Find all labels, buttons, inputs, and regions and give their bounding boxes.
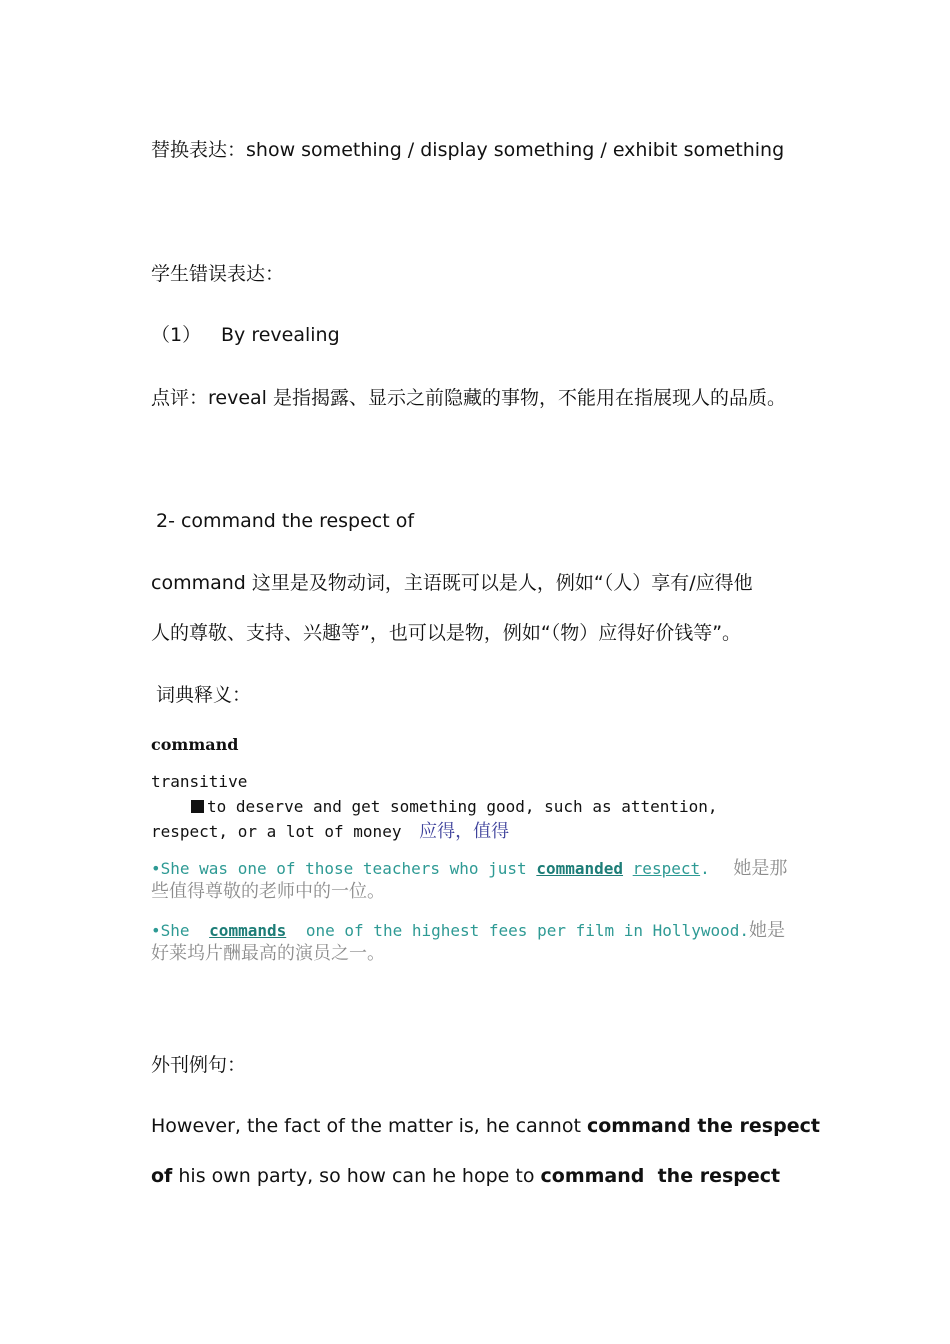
item-number: （1）: [151, 324, 202, 346]
alt-expressions-text: show something / display something / exhibit something: [246, 139, 785, 161]
example-2-post: one of the highest fees per film in Hollywood.: [305, 921, 749, 940]
example-1-pre: •She was one of those teachers who just: [151, 859, 527, 878]
example-1-line-1: [151, 856, 787, 881]
example-2-cn-2: 好莱坞片酬最高的演员之一。: [151, 943, 385, 964]
alt-expressions-line: [151, 138, 784, 162]
press-sentence-line-1: [151, 1114, 820, 1138]
example-2-pre: •She: [151, 921, 190, 940]
definition-line-1: [191, 794, 718, 819]
example-1-post: .: [700, 859, 710, 878]
press-s2-plain: his own party, so how can he hope to: [178, 1165, 535, 1187]
headword: command: [151, 735, 239, 754]
section2-heading: 2- command the respect of: [156, 510, 415, 532]
comment-text: reveal 是指揭露、显示之前隐藏的事物，不能用在指展现人的品质。: [208, 387, 786, 409]
definition-line-2: [151, 819, 509, 844]
press-s1-bold: command the respect: [586, 1115, 820, 1137]
definition-text-2: respect, or a lot of money: [151, 822, 402, 841]
press-heading: 外刊例句：: [151, 1054, 247, 1076]
example-1-cn-1: 她是那: [733, 858, 788, 879]
definition-text-1: to deserve and get something good, such as attention,: [207, 797, 718, 816]
grammar-label: transitive: [151, 772, 248, 791]
example-1-keyword-2[interactable]: respect: [632, 859, 701, 878]
example-2-cn-1: 她是: [748, 920, 785, 941]
example-1-keyword-1[interactable]: commanded: [536, 859, 624, 878]
comment-label: 点评：: [151, 387, 209, 409]
example-1-cn-2: 些值得尊敬的老师中的一位。: [151, 881, 385, 902]
explain-line-1: command 这里是及物动词，主语既可以是人，例如“（人）享有/应得他: [151, 572, 753, 594]
example-2-keyword[interactable]: commands: [209, 921, 287, 940]
alt-expressions-label: 替换表达：: [151, 139, 247, 161]
student-errors-heading: 学生错误表达：: [151, 263, 285, 285]
press-s1-plain: However, the fact of the matter is, he cannot: [151, 1115, 581, 1137]
item-text: By revealing: [221, 324, 340, 346]
student-error-item: [151, 323, 340, 347]
press-s2-bold-2: command the respect: [540, 1165, 781, 1187]
dictionary-heading: 词典释义：: [156, 684, 252, 706]
explain-line-2: 人的尊敬、支持、兴趣等”，也可以是物，例如“（物）应得好价钱等”。: [151, 622, 742, 644]
press-s2-bold-1: of: [151, 1165, 173, 1187]
example-2-line-1: [151, 918, 785, 943]
definition-cn: 应得，值得: [419, 821, 510, 842]
comment-line: [151, 386, 786, 410]
square-bullet-icon: [191, 800, 204, 813]
press-sentence-line-2: [151, 1164, 780, 1188]
